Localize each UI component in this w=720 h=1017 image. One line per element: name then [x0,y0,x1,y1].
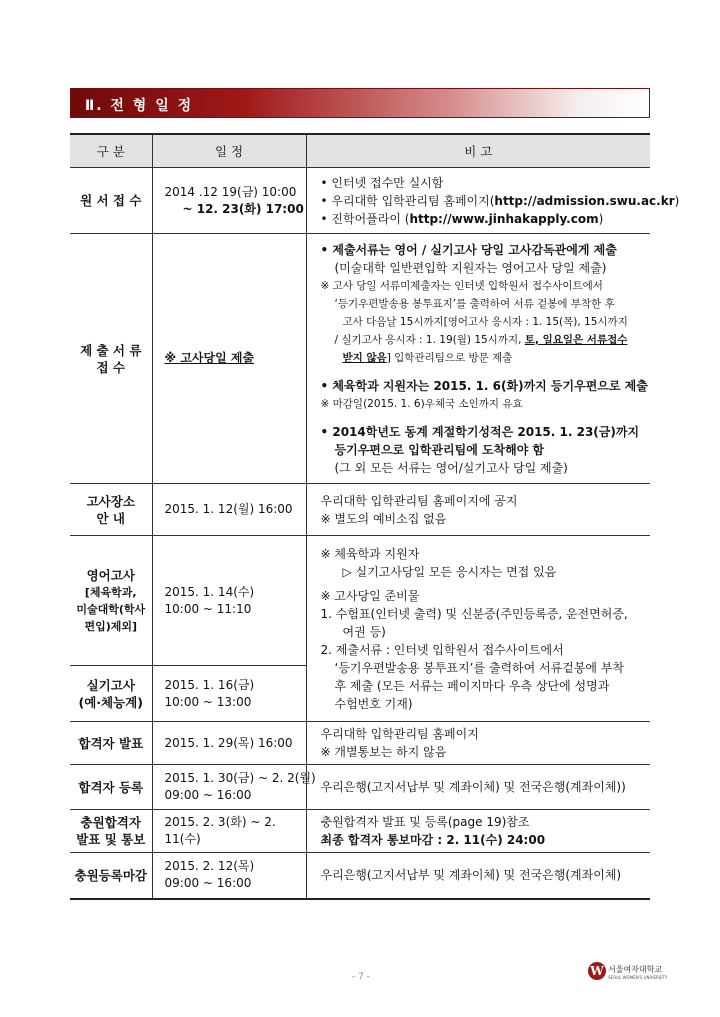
row-date: 2015. 2. 3(화) ~ 2. 11(수) [152,810,306,853]
date-line: 2014 .12 19(금) 10:00 [164,184,297,199]
row-label: 충원등록마감 [70,853,152,899]
row-date: 2015. 1. 30(금) ~ 2. 2(월) 09:00 ~ 16:00 [152,765,306,810]
row-label: 합격자 등록 [70,765,152,810]
row-notes: • 제출서류는 영어 / 실기고사 당일 고사감독관에게 제출 (미술대학 일반편입학 지원자는 영어고사 당일 제출) ※ 고사 당일 서류미제출자는 인터넷 입학원서 접수사이트에서 ‘등기우편발송용 봉투표지’를 출력하여 서류 겉봉에 부착한 후 고사 다음날 15시까지[영어고사 응시자 : 1. 15(목), 15시까지 / 실기고사 응시자 : 1. 19(월) 15시까지, 토, 일요일은 서류접수 받지 않음] 입학관리팀으로 방문 제출 • 체육학과 지원자는 2015. 1. 6(화)까지 등기우편으로 제출 ※ 마감일(2015. 1. 6)우체국 소인까지 유효 • 2014학년도 동계 계절학기성적은 2015. 1. 23(금)까지 등기우편으로 입학관리팀에 도착해야 함 (그 외 모든 서류는 영어/실기고사 당일 제출) [306,234,650,484]
note-line: • 인터넷 접수만 실시함 [320,175,444,190]
row-date: 2015. 1. 16(금) 10:00 ~ 13:00 [152,666,306,722]
row-date [152,234,306,484]
row-date: 2015. 1. 29(목) 16:00 [152,722,306,765]
row-date [152,168,306,234]
logo-subtext: SEOUL WOMEN'S UNIVERSITY [608,975,668,980]
table-row [70,722,650,765]
row-date: 2015. 1. 12(월) 16:00 [152,484,306,536]
row-label: 영어고사 [체육학과, 미술대학(학사 편입)제외] [70,536,152,666]
university-logo [588,962,668,990]
row-notes [306,168,680,234]
row-label: 제 출 서 류 접 수 [70,234,152,484]
row-notes: 우리대학 입학관리팀 홈페이지에 공지 ※ 별도의 예비소집 없음 [306,484,650,536]
table-row [70,234,650,484]
table-header-row [70,134,650,168]
page-number: - 7 - [352,972,370,982]
table-row [70,853,650,899]
jinhak-link[interactable]: http://www.jinhakapply.com [409,211,599,226]
logo-text: 서울여자대학교 [608,965,663,974]
logo-mark-icon: W [588,962,606,980]
row-notes: 우리은행(고지서납부 및 계좌이체) 및 전국은행(계좌이체)) [306,765,650,810]
row-date: 2015. 1. 14(수) 10:00 ~ 11:10 [152,536,306,666]
schedule-table [70,133,680,900]
header-category: 구 분 [70,134,152,168]
header-remarks: 비 고 [306,134,650,168]
row-label: 고사장소 안 내 [70,484,152,536]
date-line: ※ 고사당일 제출 [164,351,255,365]
row-notes: 우리은행(고지서납부 및 계좌이체) 및 전국은행(계좌이체) [306,853,650,899]
row-notes: ※ 체육학과 지원자 ▷ 실기고사당일 모든 응시자는 면접 있음 ※ 고사당일 준비물 1. 수험표(인터넷 출력) 및 신분증(주민등록증, 운전면허증, 여권 등) 2. 제출서류 : 인터넷 입학원서 접수사이트에서 ‘등기우편발송용 봉투표지’를 출력하여 서류겉봉에 부착 후 제출 (모든 서류는 페이지마다 우측 상단에 성명과 수험번호 기재) [306,536,650,722]
row-label: 충원합격자 발표 및 통보 [70,810,152,853]
row-notes: 우리대학 입학관리팀 홈페이지 ※ 개별통보는 하지 않음 [306,722,650,765]
section-banner [70,88,650,118]
table-row [70,168,650,234]
table-row [70,810,650,853]
row-label: 원 서 접 수 [70,168,152,234]
header-schedule: 일 정 [152,134,306,168]
table-row [70,536,650,666]
note-line: • 진학어플라이 (http://www.jinhakapply.com) [320,211,604,226]
row-date: 2015. 2. 12(목) 09:00 ~ 16:00 [152,853,306,899]
admission-link[interactable]: http://admission.swu.ac.kr [494,193,675,208]
row-label: 실기고사 (예·체능계) [70,666,152,722]
table-row [70,484,650,536]
row-notes: 충원합격자 발표 및 등록(page 19)참조 최종 합격자 통보마감 : 2. 11(수) 24:00 [306,810,650,853]
row-label: 합격자 발표 [70,722,152,765]
date-line: ~ 12. 23(화) 17:00 [182,201,304,216]
section-title: Ⅱ. 전 형 일 정 [85,98,194,114]
table-row [70,765,650,810]
note-line: • 우리대학 입학관리팀 홈페이지(http://admission.swu.ac.kr) [320,193,680,208]
